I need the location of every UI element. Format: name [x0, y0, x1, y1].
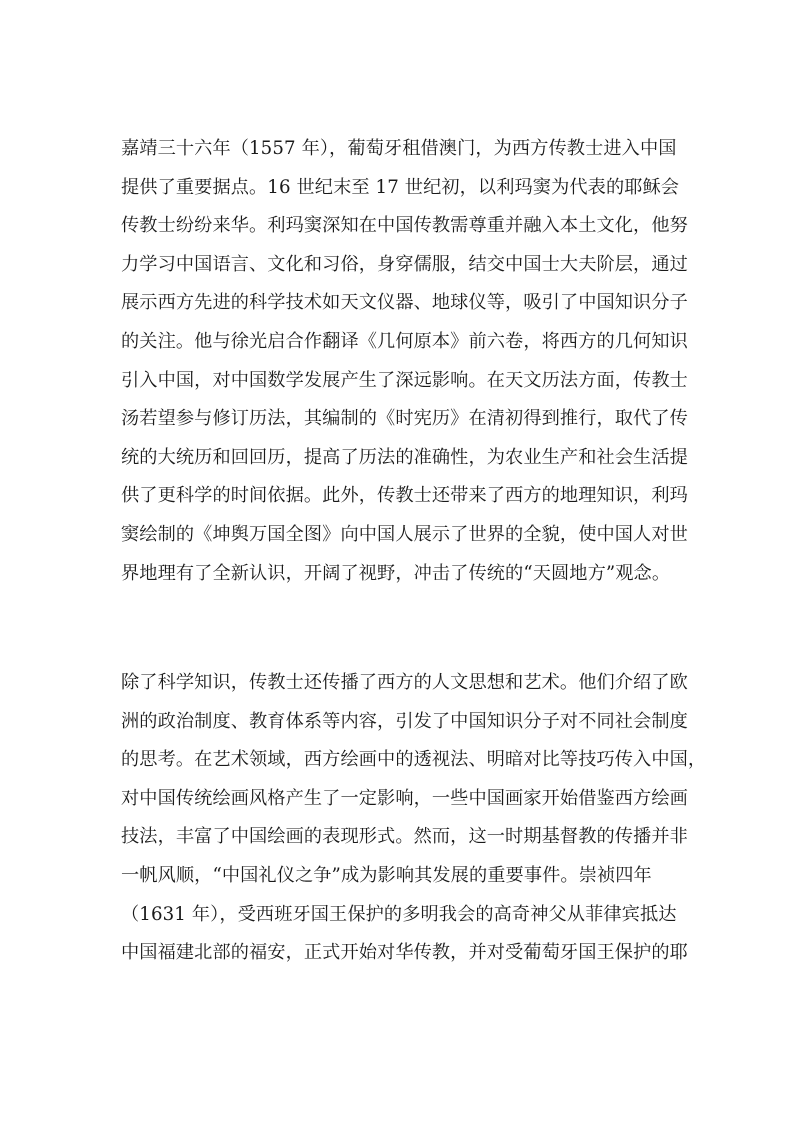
- text-line: 一帆风顺，“中国礼仪之争”成为影响其发展的重要事件。崇祯四年: [121, 864, 652, 886]
- paragraph-1: [121, 130, 688, 593]
- text-line: 传教士纷纷来华。利玛窦深知在中国传教需尊重并融入本土文化，他努: [121, 215, 688, 237]
- text-line: 界地理有了全新认识，开阔了视野，冲击了传统的“天圆地方”观念。: [121, 562, 671, 584]
- text-line: 嘉靖三十六年（1557 年），葡萄牙租借澳门，为西方传教士进入中国: [121, 138, 677, 159]
- text-line: 洲的政治制度、教育体系等内容，引发了中国知识分子对不同社会制度: [121, 710, 688, 732]
- text-line: 力学习中国语言、文化和习俗，身穿儒服，结交中国士大夫阶层，通过: [121, 253, 688, 275]
- text-line: 除了科学知识，传教士还传播了西方的人文思想和艺术。他们介绍了欧: [121, 672, 688, 693]
- text-line: 提供了重要据点。16 世纪末至 17 世纪初，以利玛窦为代表的耶稣会: [121, 176, 680, 198]
- text-line: 汤若望参与修订历法，其编制的《时宪历》在清初得到推行，取代了传: [121, 408, 688, 430]
- text-line: 对中国传统绘画风格产生了一定影响，一些中国画家开始借鉴西方绘画: [121, 787, 688, 809]
- text-line: （1631 年），受西班牙国王保护的多明我会的高奇神父从菲律宾抵达: [121, 903, 677, 925]
- text-line: 展示西方先进的科学技术如天文仪器、地球仪等，吸引了中国知识分子: [121, 292, 688, 314]
- text-line: 统的大统历和回回历，提高了历法的准确性，为农业生产和社会生活提: [121, 446, 688, 468]
- text-line: 的思考。在艺术领域，西方绘画中的透视法、明暗对比等技巧传入中国，: [121, 749, 707, 771]
- text-line: 窦绘制的《坤舆万国全图》向中国人展示了世界的全貌，使中国人对世: [121, 523, 688, 545]
- text-line: 技法，丰富了中国绘画的表现形式。然而，这一时期基督教的传播并非: [121, 826, 688, 848]
- paragraph-2: [121, 664, 707, 973]
- text-line: 中国福建北部的福安，正式开始对华传教，并对受葡萄牙国王保护的耶: [121, 942, 688, 964]
- text-line: 的关注。他与徐光启合作翻译《几何原本》前六卷，将西方的几何知识: [121, 330, 688, 352]
- text-line: 供了更科学的时间依据。此外，传教士还带来了西方的地理知识，利玛: [121, 485, 688, 507]
- text-line: 引入中国，对中国数学发展产生了深远影响。在天文历法方面，传教士: [121, 369, 688, 391]
